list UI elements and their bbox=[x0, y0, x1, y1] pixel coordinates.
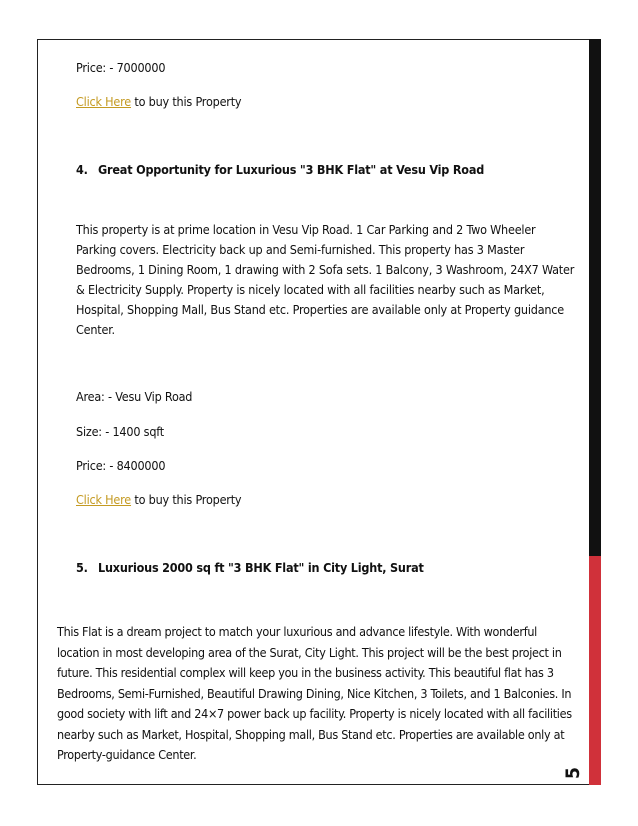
price-line: Price: - 8400000 bbox=[76, 458, 166, 473]
page-number: 5 bbox=[562, 767, 584, 779]
buy-link-suffix: to buy this Property bbox=[131, 94, 242, 109]
size-line: Size: - 1400 sqft bbox=[76, 424, 165, 439]
property-description: This Flat is a dream project to match your luxurious and advance lifestyle. With wonderful location in most developing area of the Surat, City Light. This project will be the best project in future. This residential complex will keep you in the business activity. This beautiful flat has 3 Bedrooms, Semi-Furnished, Beautiful Drawing Dining, Nice Kitchen, 3 Toilets, and 1 Balconies. In good society with lift and 24×7 power back up facility. Property is nicely located with all facilities nearby such as Market, Hospital, Shopping mall, Bus Stand etc. Properties are available only at Property-guidance Center. bbox=[57, 624, 572, 762]
area-line: Area: - Vesu Vip Road bbox=[76, 389, 193, 404]
property-heading bbox=[76, 558, 424, 578]
heading-title: Luxurious 2000 sq ft "3 BHK Flat" in City Light, Surat bbox=[98, 560, 424, 575]
click-here-link[interactable]: Click Here bbox=[76, 94, 132, 109]
heading-number: 5. bbox=[76, 560, 88, 575]
click-here-link[interactable]: Click Here bbox=[76, 492, 132, 507]
property-description: This property is at prime location in Vesu Vip Road. 1 Car Parking and 2 Two Wheeler Parking covers. Electricity back up and Semi-furnished. This property has 3 Master Bedrooms, 1 Dining Room, 1 drawing with 2 Sofa sets. 1 Balcony, 3 Washroom, 24X7 Water & Electricity Supply. Property is nicely located with all facilities nearby such as Market, Hospital, Shopping Mall, Bus Stand etc. Properties are available only at Property guidance Center. bbox=[76, 222, 575, 337]
side-bar-red bbox=[589, 556, 601, 785]
buy-link-suffix: to buy this Property bbox=[131, 492, 242, 507]
property-heading bbox=[76, 160, 484, 180]
heading-number: 4. bbox=[76, 162, 88, 177]
side-bar-dark bbox=[589, 39, 601, 556]
buy-link-line bbox=[76, 490, 241, 510]
heading-title: Great Opportunity for Luxurious "3 BHK Flat" at Vesu Vip Road bbox=[98, 162, 485, 177]
buy-link-line bbox=[76, 92, 241, 112]
price-line: Price: - 7000000 bbox=[76, 60, 166, 75]
